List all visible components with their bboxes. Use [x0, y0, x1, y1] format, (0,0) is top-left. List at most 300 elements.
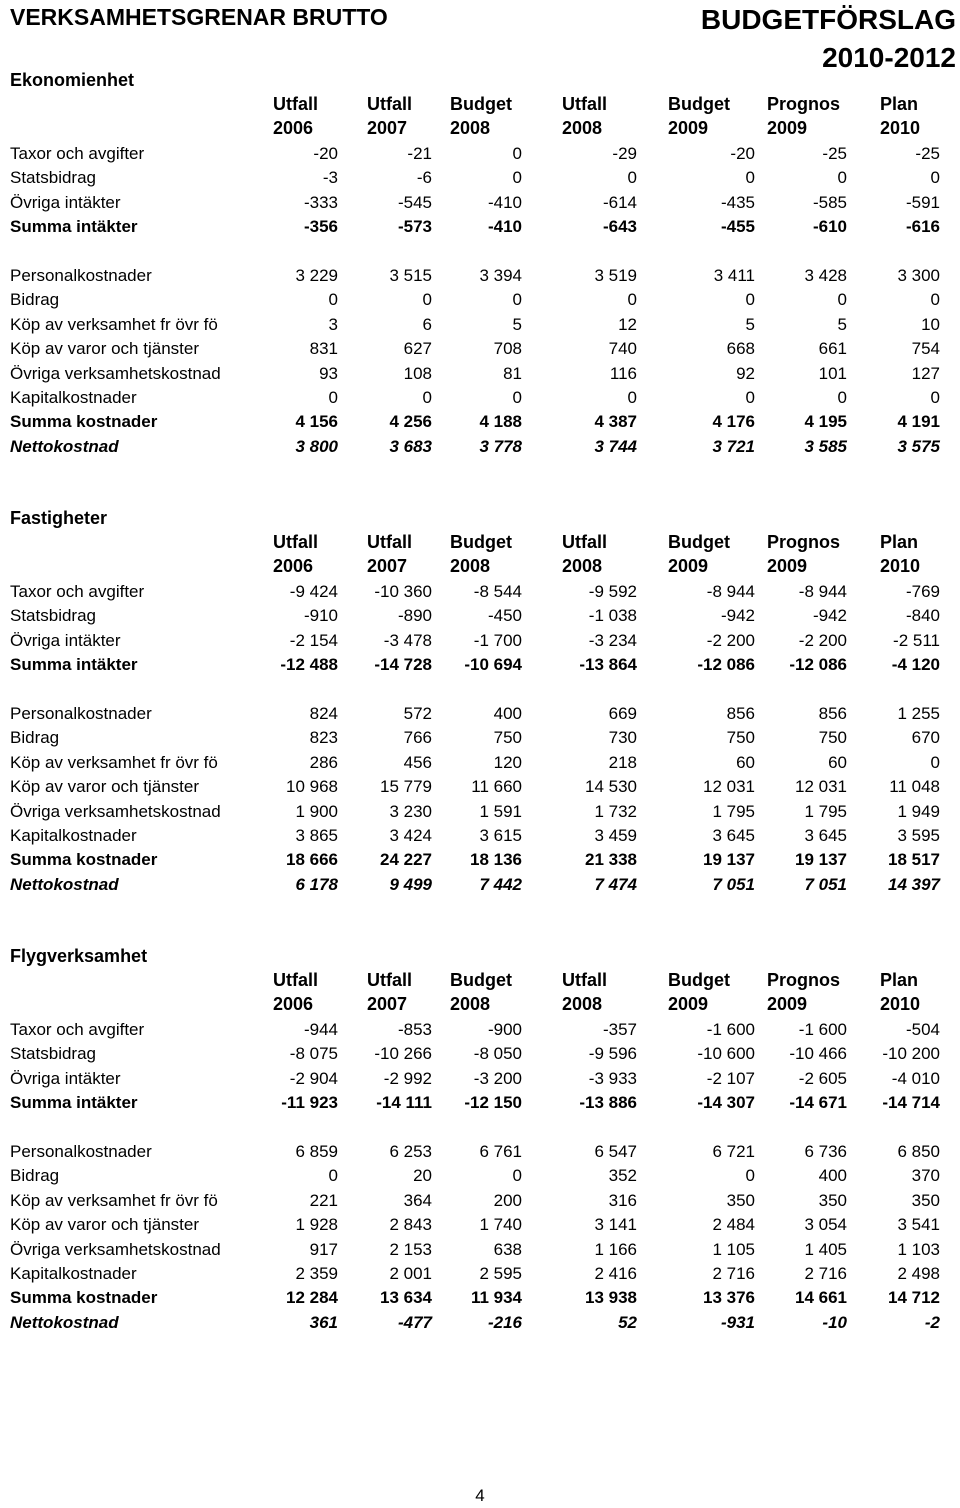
table-cell: 12 031: [703, 777, 755, 797]
table-cell: 364: [403, 1190, 432, 1210]
table-cell: -8 944: [798, 582, 847, 601]
table-cell: -356: [303, 217, 338, 237]
table-row: [0, 435, 960, 459]
table-cell: 3 230: [389, 801, 432, 821]
table-cell: 0: [328, 290, 338, 310]
column-header-year: 2008: [450, 994, 491, 1014]
table-cell: 1 949: [897, 801, 940, 821]
table-cell: 93: [319, 363, 338, 383]
table-row: [0, 1311, 960, 1335]
row-label: Taxor och avgifter: [10, 144, 145, 163]
table-cell: -1 700: [473, 630, 522, 650]
row-label: Taxor och avgifter: [10, 582, 145, 601]
table-cell: 572: [403, 704, 432, 723]
table-cell: 4 191: [897, 412, 940, 432]
section-title: Ekonomienhet: [10, 70, 135, 90]
row-label: Statsbidrag: [10, 1044, 96, 1064]
table-cell: -942: [812, 606, 847, 626]
table-cell: 4 195: [804, 412, 847, 432]
column-header-label: Utfall: [273, 970, 318, 990]
column-header-label: Budget: [668, 94, 730, 114]
table-cell: 350: [911, 1190, 940, 1210]
column-header-label: Utfall: [562, 532, 607, 552]
table-cell: 3: [328, 314, 338, 334]
table-cell: 3 519: [594, 266, 637, 285]
table-cell: 831: [309, 339, 338, 359]
table-cell: 116: [609, 363, 637, 383]
row-label: Personalkostnader: [10, 266, 152, 285]
column-header-year: 2009: [767, 994, 808, 1014]
column-header-label: Utfall: [367, 970, 412, 990]
table-cell: -2 200: [798, 630, 847, 650]
table-cell: 11 660: [471, 777, 522, 797]
table-cell: -410: [487, 217, 522, 237]
table-row: [0, 1213, 960, 1237]
column-header-year: 2010: [880, 118, 921, 138]
table-cell: -643: [602, 217, 637, 237]
column-header-label: Prognos: [767, 94, 841, 114]
table-row: [0, 1140, 960, 1164]
table-cell: 18 517: [888, 850, 940, 870]
table-cell: 3 575: [897, 436, 940, 456]
column-header-label: Utfall: [367, 94, 412, 114]
table-cell: 3 800: [295, 436, 338, 456]
page-number: 4: [475, 1486, 485, 1505]
table-cell: 92: [736, 363, 755, 383]
table-row: [0, 166, 960, 190]
table-cell: 3 300: [897, 266, 940, 285]
table-cell: 0: [627, 290, 637, 310]
table-cell: -13 864: [579, 655, 637, 675]
column-header-year: 2009: [767, 118, 808, 138]
table-cell: 4 156: [295, 412, 338, 432]
row-label: Köp av verksamhet fr övr fö: [10, 752, 218, 772]
table-cell: -216: [487, 1312, 522, 1332]
table-cell: -2 992: [383, 1068, 432, 1088]
column-header-year: 2006: [273, 118, 314, 138]
table-cell: 2 484: [712, 1215, 755, 1235]
table-cell: 3 778: [479, 436, 522, 456]
table-cell: 0: [837, 168, 847, 188]
table-cell: 0: [627, 388, 637, 407]
row-label: Bidrag: [10, 1166, 60, 1186]
row-label: Statsbidrag: [10, 606, 96, 626]
table-cell: 12: [618, 314, 637, 334]
table-cell: 0: [930, 290, 940, 310]
table-cell: 3 541: [897, 1215, 940, 1235]
table-cell: 638: [493, 1239, 522, 1259]
table-cell: -21: [407, 144, 432, 163]
table-cell: 13 634: [380, 1288, 432, 1308]
table-cell: -614: [602, 192, 637, 212]
table-cell: 3 683: [389, 436, 432, 456]
table-cell: -10 360: [374, 582, 432, 601]
table-cell: 0: [930, 752, 940, 772]
table-row: [0, 1042, 960, 1066]
table-row: [0, 653, 960, 677]
table-cell: 824: [309, 704, 338, 723]
table-cell: 2 416: [594, 1264, 637, 1283]
column-header-year: 2009: [668, 994, 709, 1014]
column-header-year: 2009: [767, 556, 808, 576]
table-cell: -12 488: [280, 655, 338, 675]
table-cell: 350: [726, 1190, 755, 1210]
table-cell: 3 411: [713, 266, 755, 285]
column-header-label: Budget: [668, 970, 730, 990]
table-cell: 11 934: [470, 1288, 522, 1308]
table-cell: 0: [512, 1166, 522, 1186]
table-cell: 13 938: [585, 1288, 637, 1308]
table-cell: 3 645: [712, 826, 755, 845]
row-label: Kapitalkostnader: [10, 388, 137, 407]
table-cell: 1 900: [295, 801, 338, 821]
table-cell: -29: [612, 144, 637, 163]
table-cell: 750: [726, 728, 755, 748]
table-row: [0, 1067, 960, 1091]
table-cell: 3 459: [594, 826, 637, 845]
table-cell: 24 227: [380, 850, 432, 870]
table-cell: 400: [493, 704, 522, 723]
table-cell: -14 728: [374, 655, 432, 675]
table-cell: 1 103: [897, 1239, 940, 1259]
table-cell: 856: [818, 704, 847, 723]
table-cell: -455: [720, 217, 755, 237]
column-header-year: 2008: [450, 118, 491, 138]
table-cell: 370: [911, 1166, 940, 1186]
table-cell: 0: [837, 388, 847, 407]
table-row: [0, 313, 960, 337]
table-cell: 2 843: [389, 1215, 432, 1235]
table-cell: 0: [745, 168, 755, 188]
column-header-year: 2006: [273, 994, 314, 1014]
table-cell: 316: [608, 1190, 637, 1210]
table-cell: 3 721: [712, 436, 755, 456]
table-cell: -477: [397, 1312, 432, 1332]
table-cell: 7 442: [479, 874, 522, 894]
table-cell: 3 229: [295, 266, 338, 285]
table-cell: -616: [905, 217, 940, 237]
table-cell: 0: [745, 290, 755, 310]
table-cell: 708: [493, 339, 522, 359]
table-cell: 4 176: [712, 412, 755, 432]
table-cell: 2 716: [712, 1264, 755, 1283]
column-header-label: Budget: [450, 94, 512, 114]
table-cell: 18 136: [470, 850, 522, 870]
table-cell: 12 284: [286, 1288, 338, 1308]
table-cell: 60: [736, 752, 755, 772]
table-row: [0, 142, 960, 166]
row-label: Övriga verksamhetskostnad: [10, 801, 221, 821]
table-cell: 1 405: [804, 1239, 847, 1259]
column-header-year: 2006: [273, 556, 314, 576]
table-cell: -20: [313, 144, 338, 163]
column-header-label: Utfall: [273, 532, 318, 552]
table-cell: 60: [828, 752, 847, 772]
table-cell: -14 714: [882, 1093, 940, 1113]
column-header-label: Plan: [880, 532, 919, 552]
table-cell: -573: [397, 217, 432, 237]
table-cell: 0: [328, 388, 338, 407]
table-cell: 1 795: [804, 801, 847, 821]
table-cell: 1 740: [479, 1215, 522, 1235]
table-cell: 6 253: [389, 1142, 432, 1161]
table-cell: 5: [837, 314, 847, 334]
table-cell: 6 850: [897, 1142, 940, 1161]
column-header-label: Utfall: [367, 532, 412, 552]
table-cell: 6 761: [479, 1142, 522, 1161]
table-row: [0, 800, 960, 824]
column-header-year: 2010: [880, 556, 921, 576]
row-label: Bidrag: [10, 290, 60, 310]
table-cell: 456: [403, 752, 432, 772]
budget-years: 2010-2012: [822, 42, 956, 73]
table-cell: -8 075: [289, 1044, 338, 1064]
table-cell: 661: [818, 339, 847, 359]
table-cell: -357: [602, 1020, 637, 1039]
row-label: Övriga verksamhetskostnad: [10, 1239, 221, 1259]
table-cell: -2 107: [706, 1068, 755, 1088]
table-cell: -2: [924, 1312, 940, 1332]
table-cell: 750: [493, 728, 522, 748]
row-label: Övriga verksamhetskostnad: [10, 363, 221, 383]
table-cell: 0: [745, 388, 755, 407]
table-cell: -840: [905, 606, 940, 626]
table-cell: 6 721: [712, 1142, 755, 1161]
table-cell: 127: [911, 363, 940, 383]
table-cell: 10 968: [286, 777, 338, 797]
table-cell: 3 424: [389, 826, 432, 845]
table-cell: 6: [422, 314, 432, 334]
table-cell: 2 716: [804, 1264, 847, 1283]
table-row: [0, 775, 960, 799]
row-label: Summa kostnader: [10, 1288, 158, 1308]
table-cell: -942: [720, 606, 755, 626]
table-cell: 3 744: [594, 436, 637, 456]
column-header-label: Budget: [450, 970, 512, 990]
column-header-label: Plan: [880, 94, 919, 114]
table-cell: 0: [930, 388, 940, 407]
table-cell: 730: [608, 728, 637, 748]
row-label: Köp av verksamhet fr övr fö: [10, 314, 218, 334]
table-cell: -910: [303, 606, 338, 626]
column-header-label: Prognos: [767, 970, 841, 990]
table-row: [0, 751, 960, 775]
column-header-year: 2007: [367, 994, 408, 1014]
table-cell: 4 387: [594, 412, 637, 432]
table-cell: 52: [618, 1312, 637, 1332]
column-header-year: 2009: [668, 556, 709, 576]
table-cell: 361: [309, 1312, 338, 1332]
table-row: [0, 386, 960, 410]
table-cell: 0: [512, 144, 522, 163]
table-cell: 20: [413, 1166, 432, 1186]
table-cell: 3 595: [897, 826, 940, 845]
table-cell: -450: [487, 606, 522, 626]
table-cell: -944: [303, 1020, 338, 1039]
table-cell: 0: [837, 290, 847, 310]
table-row: [0, 410, 960, 434]
row-label: Kapitalkostnader: [10, 1264, 137, 1283]
table-cell: 1 732: [594, 801, 637, 821]
table-cell: -25: [915, 144, 940, 163]
row-label: Köp av varor och tjänster: [10, 777, 199, 797]
table-cell: -435: [720, 192, 755, 212]
table-cell: 18 666: [286, 850, 338, 870]
table-cell: -1 600: [798, 1020, 847, 1039]
table-cell: 350: [818, 1190, 847, 1210]
table-cell: 12 031: [795, 777, 847, 797]
table-cell: 108: [403, 363, 432, 383]
column-header-label: Budget: [668, 532, 730, 552]
table-row: [0, 337, 960, 361]
table-cell: 14 712: [888, 1288, 940, 1308]
table-cell: -3 200: [473, 1068, 522, 1088]
table-cell: -20: [730, 144, 755, 163]
table-cell: -10 600: [697, 1044, 755, 1064]
table-cell: 5: [745, 314, 755, 334]
table-cell: 200: [493, 1190, 522, 1210]
table-cell: -2 511: [893, 630, 940, 650]
table-cell: -410: [487, 192, 522, 212]
table-cell: 0: [422, 388, 432, 407]
table-row: [0, 1238, 960, 1262]
table-cell: 1 795: [712, 801, 755, 821]
table-cell: 352: [608, 1166, 637, 1186]
section-title: Flygverksamhet: [10, 946, 148, 966]
table-cell: -8 944: [706, 582, 755, 601]
table-cell: 6 178: [295, 874, 338, 894]
row-label: Summa intäkter: [10, 217, 138, 237]
table-cell: 400: [818, 1166, 847, 1186]
table-cell: 0: [512, 168, 522, 188]
table-cell: 669: [608, 704, 637, 723]
column-header-year: 2008: [450, 556, 491, 576]
table-cell: -931: [720, 1312, 755, 1332]
table-cell: -585: [812, 192, 847, 212]
table-cell: 3 141: [594, 1215, 637, 1235]
table-cell: -8 544: [473, 582, 522, 601]
table-cell: 2 359: [295, 1264, 338, 1283]
table-cell: 2 153: [389, 1239, 432, 1259]
table-cell: 11 048: [889, 777, 940, 797]
table-cell: 856: [726, 704, 755, 723]
table-cell: 15 779: [380, 777, 432, 797]
table-cell: 668: [726, 339, 755, 359]
column-header-year: 2008: [562, 118, 603, 138]
table-cell: -545: [397, 192, 432, 212]
table-cell: 0: [745, 1166, 755, 1186]
table-row: [0, 191, 960, 215]
table-cell: 0: [512, 290, 522, 310]
table-cell: -14 671: [789, 1093, 847, 1113]
table-row: [0, 215, 960, 239]
row-label: Kapitalkostnader: [10, 826, 137, 845]
table-cell: -591: [905, 192, 940, 212]
table-cell: -769: [905, 582, 940, 601]
column-header-label: Prognos: [767, 532, 841, 552]
table-row: [0, 580, 960, 604]
table-row: [0, 726, 960, 750]
table-cell: 81: [503, 363, 522, 383]
table-cell: -2 200: [706, 630, 755, 650]
table-row: [0, 1164, 960, 1188]
table-cell: 101: [818, 363, 847, 383]
table-row: [0, 264, 960, 288]
table-cell: 3 645: [804, 826, 847, 845]
table-cell: 120: [493, 752, 522, 772]
column-header-year: 2007: [367, 556, 408, 576]
table-cell: -10 694: [464, 655, 522, 675]
table-row: [0, 604, 960, 628]
table-cell: -3 234: [588, 630, 637, 650]
table-cell: 0: [930, 168, 940, 188]
table-cell: 1 928: [295, 1215, 338, 1235]
table-cell: -10 266: [374, 1044, 432, 1064]
table-cell: 2 001: [389, 1264, 432, 1283]
column-header-label: Plan: [880, 970, 919, 990]
table-cell: 9 499: [389, 874, 432, 894]
table-cell: 0: [422, 290, 432, 310]
table-row: [0, 362, 960, 386]
table-cell: -333: [303, 192, 338, 212]
table-cell: 10: [921, 314, 940, 334]
table-cell: 2 498: [897, 1264, 940, 1283]
table-cell: -2 904: [289, 1068, 338, 1088]
table-cell: 4 256: [389, 412, 432, 432]
row-label: Summa intäkter: [10, 655, 138, 675]
table-cell: 1 166: [594, 1239, 637, 1259]
section-title: Fastigheter: [10, 508, 108, 528]
table-cell: -3 933: [588, 1068, 637, 1088]
table-cell: 7 474: [594, 874, 637, 894]
table-cell: 0: [627, 168, 637, 188]
row-label: Köp av varor och tjänster: [10, 339, 199, 359]
table-cell: 4 188: [479, 412, 522, 432]
table-cell: -10: [822, 1312, 847, 1332]
table-cell: -4 120: [891, 655, 940, 675]
table-cell: 218: [608, 752, 637, 772]
table-cell: -504: [905, 1020, 940, 1039]
row-label: Nettokostnad: [10, 436, 119, 456]
table-cell: 14 397: [888, 874, 940, 894]
table-row: [0, 702, 960, 726]
table-cell: -10 200: [882, 1044, 940, 1064]
table-cell: 3 615: [479, 826, 522, 845]
row-label: Taxor och avgifter: [10, 1020, 145, 1039]
table-cell: -10 466: [789, 1044, 847, 1064]
table-row: [0, 1091, 960, 1115]
table-cell: 740: [608, 339, 637, 359]
table-cell: 6 859: [295, 1142, 338, 1161]
document-type: BUDGETFÖRSLAG: [700, 4, 956, 35]
row-label: Summa intäkter: [10, 1093, 138, 1113]
table-cell: -853: [397, 1020, 432, 1039]
table-cell: 286: [309, 752, 338, 772]
table-cell: 6 736: [804, 1142, 847, 1161]
table-cell: 3 054: [804, 1215, 847, 1235]
column-header-year: 2009: [668, 118, 709, 138]
table-cell: -12 086: [789, 655, 847, 675]
table-cell: -14 307: [697, 1093, 755, 1113]
column-header-label: Utfall: [273, 94, 318, 114]
table-cell: 6 547: [594, 1142, 637, 1161]
table-row: [0, 1189, 960, 1213]
table-cell: 670: [911, 728, 940, 748]
row-label: Personalkostnader: [10, 704, 152, 723]
row-label: Nettokostnad: [10, 874, 119, 894]
row-label: Köp av verksamhet fr övr fö: [10, 1190, 218, 1210]
table-cell: -1 038: [588, 606, 637, 626]
